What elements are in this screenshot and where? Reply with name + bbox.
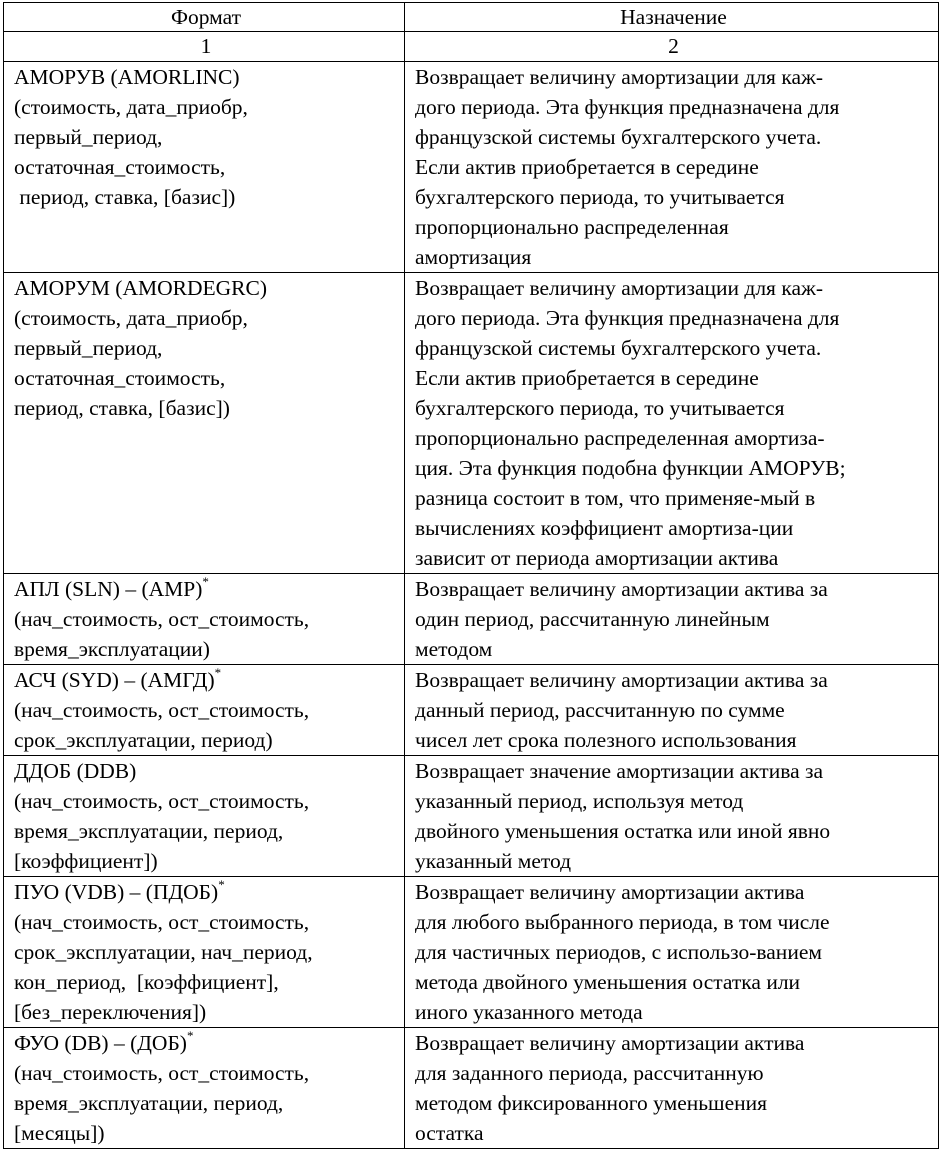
format-text: время_эксплуатации, период, (14, 1091, 284, 1115)
format-cell (4, 62, 405, 273)
description-line: Возвращает величину амортизации актива (415, 1031, 805, 1055)
format-line (14, 937, 398, 967)
format-cell (4, 756, 405, 877)
format-line (14, 182, 398, 212)
description-line: зависит от периода амортизации актива (415, 546, 779, 570)
table-row (4, 756, 939, 877)
format-text: (нач_стоимость, ост_стоимость, (14, 789, 310, 813)
description-cell (405, 273, 939, 574)
table-row (4, 273, 939, 574)
description-line: указанный период, используя метод (415, 789, 744, 813)
description-cell (405, 1028, 939, 1149)
format-text: первый_период, (14, 125, 163, 149)
format-line (14, 604, 398, 634)
description-line: бухгалтерского периода, то учитывается (415, 185, 785, 209)
format-line (14, 665, 398, 695)
functions-table (3, 2, 939, 1149)
description-cell (405, 665, 939, 756)
format-text: ДДОБ (DDB) (14, 759, 137, 783)
description-line: амортизация (415, 245, 532, 269)
format-text: (нач_стоимость, ост_стоимость, (14, 698, 310, 722)
table-row (4, 877, 939, 1028)
description-line: для любого выбранного периода, в том числе (415, 910, 830, 934)
format-line (14, 756, 398, 786)
format-line (14, 62, 398, 92)
table-row (4, 574, 939, 665)
description-line: Возвращает величину амортизации актива (415, 880, 805, 904)
description-line: Если актив приобретается в середине (415, 366, 759, 390)
format-text: остаточная_стоимость, (14, 155, 226, 179)
format-line (14, 816, 398, 846)
format-line (14, 1028, 398, 1058)
format-text: (нач_стоимость, ост_стоимость, (14, 607, 310, 631)
description-line: французской системы бухгалтерского учета. (415, 336, 822, 360)
description-cell (405, 574, 939, 665)
format-text: время_эксплуатации) (14, 637, 210, 661)
format-text: АМОРУМ (AMORDEGRC) (14, 276, 268, 300)
description-line: дого периода. Эта функция предназначена для (415, 95, 840, 119)
description-cell (405, 877, 939, 1028)
description-line: Возвращает величину амортизации для каж- (415, 65, 823, 89)
format-line (14, 997, 398, 1027)
format-cell (4, 877, 405, 1028)
description-line: бухгалтерского периода, то учитывается (415, 396, 785, 420)
description-line: чисел лет срока полезного использования (415, 728, 797, 752)
description-line: иного указанного метода (415, 1000, 643, 1024)
description-line: указанный метод (415, 849, 572, 873)
description-line: один период, рассчитанную линейным (415, 607, 770, 631)
format-line (14, 725, 398, 755)
format-line (14, 634, 398, 664)
description-line: ция. Эта функция подобна функции АМОРУВ; (415, 456, 846, 480)
format-text: ПУО (VDB) – (ПДОБ) (14, 880, 219, 904)
table-row (4, 62, 939, 273)
footnote-marker: * (214, 664, 222, 680)
table-row (4, 665, 939, 756)
footnote-marker: * (202, 573, 209, 589)
description-line: для частичных периодов, с использо-ванием (415, 940, 822, 964)
format-text: остаточная_стоимость, (14, 366, 226, 390)
description-line: пропорционально распределенная (415, 215, 729, 239)
format-text: АМОРУВ (AMORLINC) (14, 65, 240, 89)
format-text: (нач_стоимость, ост_стоимость, (14, 910, 310, 934)
format-line (14, 1058, 398, 1088)
column-number-row (4, 32, 939, 62)
description-line: Если актив приобретается в середине (415, 155, 759, 179)
description-line: Возвращает значение амортизации актива за (415, 759, 824, 783)
description-line: для заданного периода, рассчитанную (415, 1061, 764, 1085)
format-line (14, 333, 398, 363)
description-line: методом (415, 637, 493, 661)
format-text: период, ставка, [базис]) (14, 396, 230, 420)
header-format: Формат (4, 3, 405, 32)
format-line (14, 393, 398, 423)
format-text: [без_переключения]) (14, 1000, 207, 1024)
description-line: Возвращает величину амортизации для каж- (415, 276, 823, 300)
description-line: вычислениях коэффициент амортиза-ции (415, 516, 794, 540)
description-line: данный период, рассчитанную по сумме (415, 698, 785, 722)
description-line: разница состоит в том, что применяе-мый в (415, 486, 816, 510)
format-text: кон_период, [коэффициент], (14, 970, 279, 994)
description-line: двойного уменьшения остатка или иной явно (415, 819, 831, 843)
description-cell (405, 62, 939, 273)
format-line (14, 92, 398, 122)
format-line (14, 152, 398, 182)
format-cell (4, 273, 405, 574)
description-line: методом фиксированного уменьшения (415, 1091, 768, 1115)
table-row (4, 1028, 939, 1149)
column-number-2: 2 (405, 32, 939, 62)
format-cell (4, 665, 405, 756)
format-text: (стоимость, дата_приобр, (14, 306, 248, 330)
format-line (14, 786, 398, 816)
description-line: Возвращает величину амортизации актива за (415, 668, 828, 692)
description-line: пропорционально распределенная амортиза- (415, 426, 825, 450)
format-line (14, 907, 398, 937)
format-text: период, ставка, [базис]) (14, 185, 236, 209)
description-line: метода двойного уменьшения остатка или (415, 970, 801, 994)
format-text: ФУО (DB) – (ДОБ) (14, 1031, 187, 1055)
format-line (14, 363, 398, 393)
format-text: срок_эксплуатации, период) (14, 728, 273, 752)
format-line (14, 967, 398, 997)
format-text: АПЛ (SLN) – (АМР) (14, 577, 203, 601)
format-line (14, 877, 398, 907)
format-text: время_эксплуатации, период, (14, 819, 284, 843)
format-text: АСЧ (SYD) – (АМГД) (14, 668, 215, 692)
format-text: [коэффициент]) (14, 849, 158, 873)
description-line: дого периода. Эта функция предназначена для (415, 306, 840, 330)
format-text: [месяцы]) (14, 1121, 105, 1145)
description-line: французской системы бухгалтерского учета. (415, 125, 822, 149)
format-line (14, 846, 398, 876)
format-line (14, 695, 398, 725)
description-line: остатка (415, 1121, 484, 1145)
format-text: срок_эксплуатации, нач_период, (14, 940, 313, 964)
footnote-marker: * (218, 876, 225, 892)
format-text: первый_период, (14, 336, 163, 360)
description-line: Возвращает величину амортизации актива за (415, 577, 828, 601)
format-cell (4, 574, 405, 665)
format-line (14, 1118, 398, 1148)
description-cell (405, 756, 939, 877)
format-line (14, 273, 398, 303)
header-purpose: Назначение (405, 3, 939, 32)
format-line (14, 574, 398, 604)
header-row (4, 3, 939, 32)
format-cell (4, 1028, 405, 1149)
format-line (14, 122, 398, 152)
format-line (14, 1088, 398, 1118)
column-number-1: 1 (4, 32, 405, 62)
footnote-marker: * (186, 1027, 194, 1043)
format-line (14, 303, 398, 333)
format-text: (нач_стоимость, ост_стоимость, (14, 1061, 310, 1085)
format-text: (стоимость, дата_приобр, (14, 95, 248, 119)
